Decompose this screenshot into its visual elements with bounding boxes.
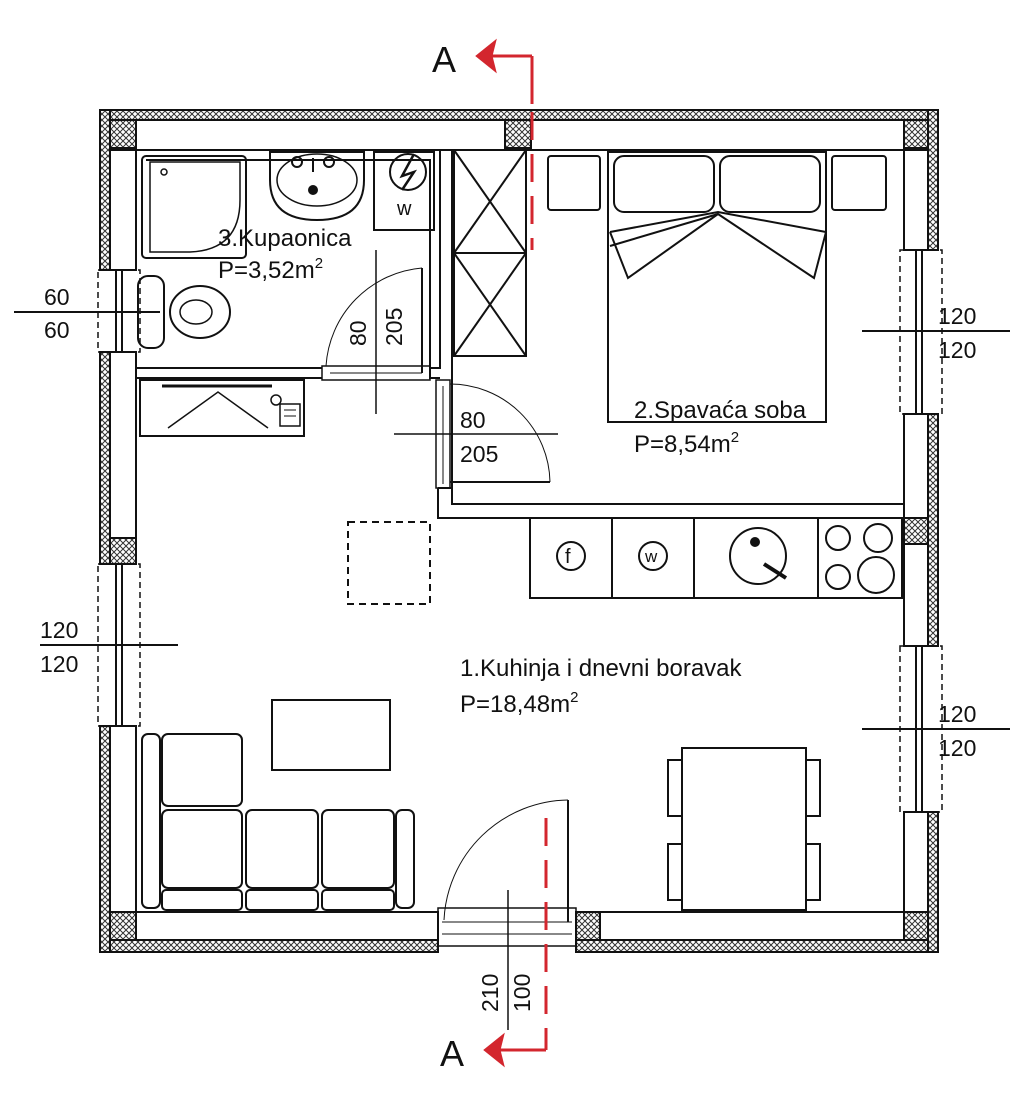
sofa xyxy=(142,734,414,910)
fridge-label: f xyxy=(565,546,571,568)
water-heater-label: w xyxy=(397,198,412,220)
room-area-bathroom: $P=3,52m^2$ xyxy=(218,255,324,284)
window-right-bottom-width: 120 xyxy=(938,701,977,727)
cooktop xyxy=(826,524,894,593)
door-bedroom-width: 80 xyxy=(460,407,486,433)
door-bedroom xyxy=(394,380,558,488)
door-entrance-height: 210 xyxy=(477,973,503,1012)
window-right-bottom-height: 120 xyxy=(938,735,977,761)
coffee-table xyxy=(272,700,390,770)
ottoman xyxy=(348,522,430,604)
window-left-top-width: 60 xyxy=(44,284,70,310)
door-entrance-width: 100 xyxy=(509,973,535,1012)
room-name-bathroom: 3.Kupaonica xyxy=(218,225,352,252)
washer-label: w xyxy=(645,547,658,566)
interior-walls xyxy=(136,150,904,518)
kitchen-sink xyxy=(730,528,786,584)
window-left-mid-width: 120 xyxy=(40,617,79,643)
room-area-living: $P=18,48m^2$ xyxy=(460,689,579,718)
room-name-living: 1.Kuhinja i dnevni boravak xyxy=(460,655,742,682)
section-line-a xyxy=(476,40,546,1066)
nightstand-right xyxy=(832,156,886,210)
room-name-bedroom: 2.Spavaća soba xyxy=(634,397,807,424)
dining-table xyxy=(668,748,820,910)
section-label-bottom: A xyxy=(440,1033,465,1074)
sink xyxy=(270,152,364,220)
door-bathroom-height: 205 xyxy=(381,307,407,346)
entry-cabinet xyxy=(140,380,304,436)
door-bathroom xyxy=(322,250,430,414)
fridge-icon xyxy=(557,542,585,570)
window-left-top-height: 60 xyxy=(44,317,70,343)
door-bedroom-height: 205 xyxy=(460,441,499,467)
nightstand-left xyxy=(548,156,600,210)
section-label-top: A xyxy=(432,39,457,80)
window-right-top-width: 120 xyxy=(938,303,977,329)
double-bed xyxy=(608,152,826,422)
wardrobe xyxy=(454,150,526,356)
door-bathroom-width: 80 xyxy=(345,320,371,346)
room-area-bedroom: $P=8,54m^2$ xyxy=(634,429,740,458)
window-right-top-height: 120 xyxy=(938,337,977,363)
window-left-mid-height: 120 xyxy=(40,651,79,677)
door-entrance xyxy=(438,800,576,1030)
